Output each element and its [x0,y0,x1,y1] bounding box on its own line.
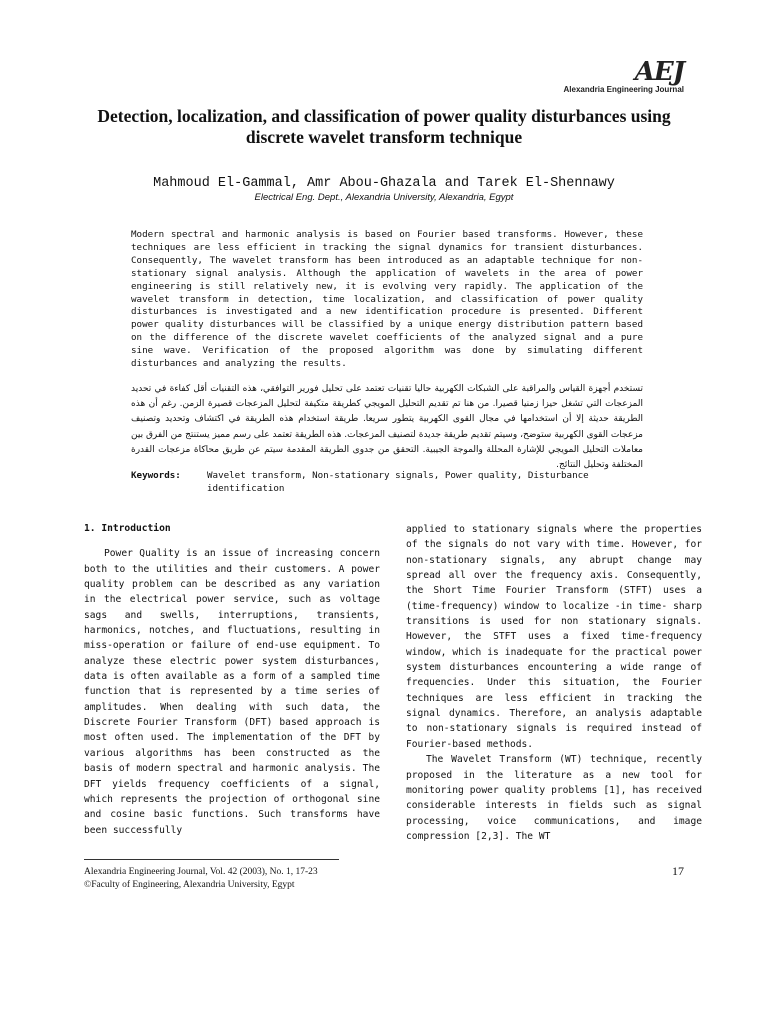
body-paragraph-continued: applied to stationary signals where the properties of the signals do not vary with time. However, for non-stationary signals, any abrupt change may spread all over the frequency axis. Consequently, the Short Time Fourier Transform (STFT) uses a (time-frequency) window to localize -in time- sharp transitions is used for non stationary signals. However, the STFT uses a fixed time-frequency window, which is inadequate for the practical power system disturbances encountering a wide range of frequencies. Under this situation, the Fourier techniques are less efficient in tracking the signal dynamics. Therefore, an analysis adaptable to non-stationary signals is required instead of Fourier-based methods. [406,524,702,750]
keywords-label: Keywords: [131,470,181,481]
footer-copyright: ©Faculty of Engineering, Alexandria University, Egypt [84,880,295,890]
page-number: 17 [672,864,684,878]
intro-paragraph: Power Quality is an issue of increasing concern both to the utilities and their customers. A power quality problem can be described as any variation in the electrical power service, such as voltage sags and swells, interruptions, transients, harmonics, notches, and fluctuations, resulting in miss-operation or failure of end-use equipment. To analyze these electric power system disturbances, data is often available as a form of a sampled time function that is represented by a time series of amplitudes. When dealing with such data, the Discrete Fourier Transform (DFT) based approach is most often used. The implementation of the DFT by various algorithms has been constructed as the basis of modern spectral and harmonic analysis. The DFT yields frequency coefficients of a signal, which represents the projection of orthogonal sine and cosine basic functions. Such transforms have been successfully [84,548,380,836]
section-heading-introduction: 1. Introduction [84,523,171,534]
footer-citation: Alexandria Engineering Journal, Vol. 42 (2003), No. 1, 17-23 [84,867,318,877]
abstract-arabic: تستخدم أجهزة القياس والمراقبة على الشبكات الكهربية حاليا تقنيات تعتمد على تحليل فورير التوافقي، هذه التقنيات أقل كفاءة في تحديد المزعجات التي تشغل حيزا زمنيا قصيرا. من هنا تم تقديم التحليل المويجي كطريقة متكيفة لتحليل المزعجات قصيرة الزمن. رغم أن هذه الطريقة حديثة إلا أن استخدامها في مجال القوى الكهربية يتطور سريعا. طريقة استخدام هذه الطريقة في اكتشاف وتحديد وتصنيف مزعجات القوى الكهربية ستوضح، وسيتم تقديم طريقة جديدة لتصنيف المزعجات. هذه الطريقة تعتمد على رسم مميز يستنتج من الفرق بين معاملات التحليل المويجي للإشارة المحللة والموجة الجيبية. التحقق من جدوى الطريقة المقدمة سيتم عن طريق محاكاة مزعجات القدرة المختلفة وتحليل النتائج. [131,384,643,471]
journal-name: Alexandria Engineering Journal [563,85,684,94]
footer [84,866,318,892]
keywords [131,469,643,495]
right-column [406,522,702,844]
paper-authors: Mahmoud El-Gammal, Amr Abou-Ghazala and Tarek El-Shennawy [153,176,615,191]
paper-affiliation: Electrical Eng. Dept., Alexandria University, Alexandria, Egypt [254,192,514,203]
body-paragraph-wavelet: The Wavelet Transform (WT) technique, recently proposed in the literature as a new tool for monitoring power quality problems [1], has received considerable interests in fields such as signal processing, voice communications, and image compression [2,3]. The WT [406,754,702,842]
journal-logo-mark: AEJ [634,57,684,87]
abstract-english: Modern spectral and harmonic analysis is based on Fourier based transforms. However, these techniques are less efficient in tracking the signal dynamics for transient disturbances. Consequently, The wavelet transform has been introduced as an adaptable technique for non-stationary signal analysis. Although the application of wavelets in the area of power engineering is still relatively new, it is evolving very rapidly. The application of the wavelet transform in detection, time localization, and classification of power quality disturbances is investigated and a new identification procedure is presented. Different power quality disturbances will be classified by a unique energy distribution pattern based on the difference of the discrete wavelet coefficients of the analyzed signal and a pure sine wave. Verification of the proposed algorithm was done by simulating different disturbances and analyzing the results. [131,229,643,370]
keywords-text: Wavelet transform, Non-stationary signals, Power quality, Disturbance [207,470,589,481]
keywords-text-continued: identification [207,483,285,494]
footnote-divider [84,859,339,860]
journal-logo [524,57,684,94]
paper-title: Detection, localization, and classification of power quality disturbances using discrete wavelet transform technique [97,106,671,147]
left-column [84,521,380,838]
